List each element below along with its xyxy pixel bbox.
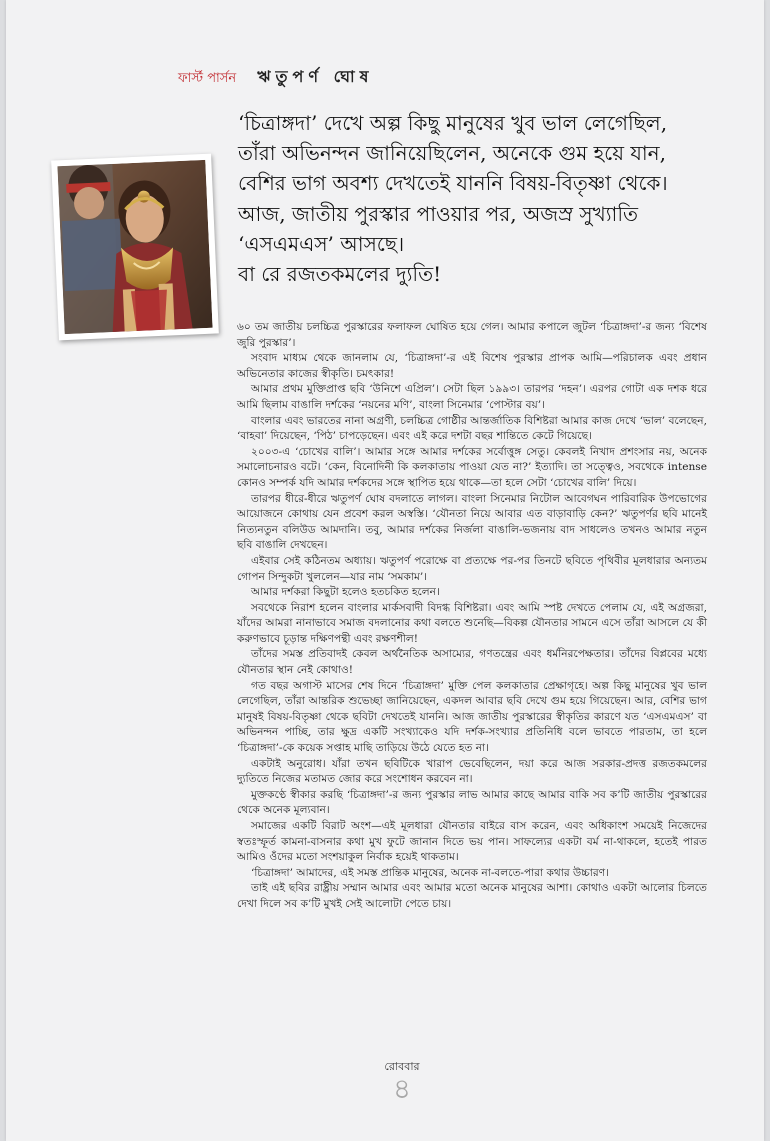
article-paragraph: মুক্তকণ্ঠে স্বীকার করছি ‘চিত্রাঙ্গদা’-র জন্য পুরস্কার লাভ আমার কাছে আমার বাকি সব ক’টি জাতীয় পুরস্কারের থেকে অনেক মূল্যবান। [237,788,707,817]
article-paragraph: ‘চিত্রাঙ্গদা’ আমাদের, এই সমস্ত প্রান্তিক মানুষের, অনেক না-বলতে-পারা কথার উচ্চারণ। [251,866,609,879]
article-paragraph: তাঁদের সমস্ত প্রতিবাদই কেবল অর্থনৈতিক অসাম্যের, গণতন্ত্রের এবং ধর্মনিরপেক্ষতার। তাঁদের বিপ্লবের মধ্যে যৌনতার স্থান নেই কোথাও! [237,648,707,677]
article-paragraph: ২০০৩-এ ‘চোখের বালি’। আমার সঙ্গে আমার দর্শকের সর্বোত্তুঙ্গ সেতু। কেবলই নিখাদ প্রশংসার নয়, অনেক সমালোচনারও বটে। ‘কেন, বিনোদিনী কি কলকাতায় পাওয়া যেত না?’ ইত্যাদি। তা সত্ত্বেও, সবথেকে intense কোনও সম্পর্ক যদি আমার দর্শকদের সঙ্গে স্থাপিত হয়ে থাকে—তা হলে সেটা ‘চোখের বালি’ দিয়ে। [237,445,707,489]
author-photo [51,154,219,341]
article-paragraph: বাংলার এবং ভারতের নানা অগ্রণী, চলচ্চিত্র গোষ্ঠীর আন্তর্জাতিক বিশিষ্টরা আমার কাজ দেখে ‘ভাল’ বলেছেন, ‘বাহবা’ দিয়েছেন, ‘পিঠ’ চাপড়েছেন। এবং এই করে দশটা বছর শান্তিতে কেটে গিয়েছে। [237,414,707,443]
author-name: ঋতুপর্ণ ঘোষ [257,67,374,86]
article-paragraph: এইবার সেই কঠিনতম অধ্যায়। ঋতুপর্ণ পরোক্ষে বা প্রত্যক্ষে পর-পর তিনটে ছবিতে পৃথিবীর মূলধারার অন্যতম গোপন সিন্দুকটা খুললেন—যার নাম ‘সমকাম’। [237,554,707,583]
pull-quote-closing: বা রে রজতকমলের দ্যুতি! [238,262,442,287]
page-number: ৪ [392,1072,412,1105]
magazine-name: রোববার [384,1060,420,1073]
author-photo-image [57,160,212,334]
pull-quote-text: ‘চিত্রাঙ্গদা’ দেখে অল্প কিছু মানুষের খুব ভাল লেগেছিল, তাঁরা অভিনন্দন জানিয়েছিলেন, অনেকে গুম হয়ে যান, বেশির ভাগ অবশ্য দেখতেই যাননি বিষয়-বিতৃষ্ণা থেকে। আজ, জাতীয় পুরস্কার পাওয়ার পর, অজস্র সুখ্যাতি ‘এসএমএস’ আসছে। [238,111,668,256]
magazine-page [6,0,764,1141]
article-paragraph: সবথেকে নিরাশ হলেন বাংলার মার্কসবাদী বিদগ্ধ বিশিষ্টরা। এবং আমি স্পষ্ট দেখতে পেলাম যে, এই অগ্রজরা, যাঁদের আমরা নানাভাবে সমাজ বদলানোর কথা বলতে শুনেছি—বিকল্প যৌনতার সামনে এসে তাঁরা আসলে যে কী করুণভাবে চূড়ান্ত দক্ষিণপন্থী এবং রক্ষণশীল! [237,601,707,645]
article-paragraph: তাই এই ছবির রাষ্ট্রীয় সম্মান আমার এবং আমার মতো অনেক মানুষের আশা। কোথাও একটা আলোর চিলতে দেখা দিলে সব ক’টি মুখই সেই আলোটা পেতে চায়। [237,882,707,910]
page-footer [352,1058,452,1105]
article-body [237,320,707,913]
article-paragraph: তারপর ধীরে-ধীরে ঋতুপর্ণ ঘোষ বদলাতে লাগল। বাংলা সিনেমার নিটোল আবেগঘন পারিবারিক উপভোগের আয়োজনে কোথায় যেন প্রবেশ করল অস্বস্তি। ‘যৌনতা নিয়ে আবার এত বাড়াবাড়ি কেন?’ ঋতুপর্ণর ছবি মানেই নিত্যনতুন বলিউড আমদানি। তবু, আমার দর্শকের নির্জলা বাঙালি-ভজনায় বাদ সাধলেও তখনও আমার নতুন ছবি বাঙালি দেখছেন। [237,492,707,552]
article-paragraph: সংবাদ মাধ্যম থেকে জানলাম যে, ‘চিত্রাঙ্গদা’-র এই বিশেষ পুরস্কার প্রাপক আমি—পরিচালক এবং প্রধান অভিনেতার কাজের স্বীকৃতি। চমৎকার! [237,352,707,380]
article-paragraph: সমাজের একটি বিরাট অংশ—এই মূলধারা যৌনতার বাইরে বাস করেন, এবং অধিকাংশ সময়েই নিজেদের স্বতঃস্ফূর্ত কামনা-বাসনার কথা মুখ ফুটে জানান দিতে ভয় পান। সাফল্যের একটা বর্ম না-থাকলে, হতেই পারত আমিও ওঁদের মতো সংশয়াকুল নির্বাক হয়েই থাকতাম। [237,820,707,864]
article-paragraph: আমার দর্শকরা কিছুটা হলেও হতচকিত হলেন। [251,586,440,599]
column-name: ফার্স্ট পার্সন [178,71,237,86]
article-paragraph: আমার প্রথম মুক্তিপ্রাপ্ত ছবি ‘উনিশে এপ্রিল’। সেটা ছিল ১৯৯৩। তারপর ‘দহন’। এরপর গোটা এক দশক ধরে আমি ছিলাম বাঙালি দর্শকের ‘নয়নের মণি’, বাংলা সিনেমার ‘পোস্টার বয়’। [237,383,707,411]
pull-quote [238,108,668,289]
column-header [178,64,373,91]
article-paragraph: ৬০ তম জাতীয় চলচ্চিত্র পুরস্কারের ফলাফল ঘোষিত হয়ে গেল। আমার কপালে জুটল ‘চিত্রাঙ্গদা’-র জন্য ‘বিশেষ জুরি পুরস্কার’। [237,321,707,349]
article-paragraph: গত বছর অগাস্ট মাসের শেষ দিনে ‘চিত্রাঙ্গদা’ মুক্তি পেল কলকাতার প্রেক্ষাগৃহে। অল্প কিছু মানুষের খুব ভাল লেগেছিল, তাঁরা আন্তরিক শুভেচ্ছা জানিয়েছেন, একদল আবার ছবি দেখে গুম হয়ে গিয়েছেন। আর, বেশির ভাগ মানুষই বিষয়-বিতৃষ্ণা থেকে ছবিটা দেখতেই যাননি। আজ জাতীয় পুরস্কারের স্বীকৃতির কারণে যত ‘এসএমএস’ বা অভিনন্দন পাচ্ছি, তার ক্ষুদ্র একটি সংখ্যাকেও যদি দর্শক-সংখ্যার প্রতিনিধি বলে ভাবতে পারতাম, তা হলে ‘চিত্রাঙ্গদা’-কে কয়েক সপ্তাহ মাছি তাড়িয়ে উঠে যেতে হত না। [237,679,707,755]
article-paragraph: একটাই অনুরোধ। যাঁরা তখন ছবিটিকে খারাপ ভেবেছিলেন, দয়া করে আজ সরকার-প্রদত্ত রজতকমলের দ্যুতিতে নিজের মতামত জোর করে সংশোধন করবেন না। [237,757,707,786]
